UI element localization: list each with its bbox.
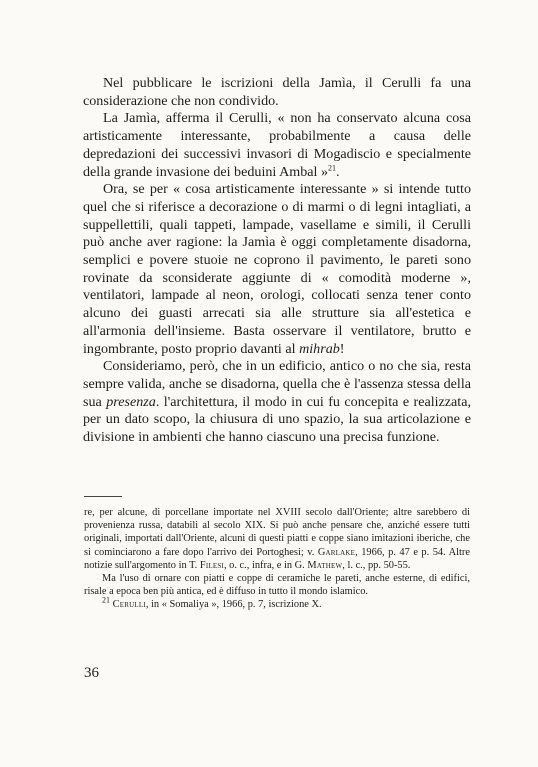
- footnote-continuation: [84, 506, 470, 572]
- paragraph-4-end: . l'architettura, il modo in cui fu concepita e realizzata, per un dato scopo, la chiusura di uno spazio, la sua articolazione e divisione in ambienti che hanno ciascuno una precisa funzione.: [83, 393, 472, 446]
- footnote-cont-text-a: re, per alcune, di porcellane importate nel XVIII secolo dall'Oriente; altre sarebbero di provenienza russa, databili al secolo XIX. Si può anche pensare che, anziché essere tutti originali, importati dall'Oriente, alcuni di questi piatti e coppe siano imitazioni iberiche, che si cominciarono a fare dopo l'arrivo dei Portoghesi; v.: [84, 507, 470, 558]
- footnote-cont-text-c: , o. c., infra, e in G.: [223, 559, 308, 571]
- paragraph-2: [83, 110, 471, 181]
- footnote-second-paragraph: Ma l'uso di ornare con piatti e coppe di ceramiche le pareti, anche esterne, di edifici, risale a epoca ben più antica, ed è diffuso in tutto il mondo islamico.: [84, 573, 470, 598]
- paragraph-4-italic: presenza: [106, 393, 156, 410]
- paragraph-3-text: Ora, se per « cosa artisticamente interessante » si intende tutto quel che si riferisce a decorazione o di marmi o di legni intagliati, a suppellettili, quali tappeti, lampade, vasellame e simili, il Cerulli può anche aver ragione: la Jamìa è oggi completamente disadorna, semplici e povere stuoie ne coprono il pavimento, le pareti sono rovinate da sconsiderate aggiunte di « comodità moderne », ventilatori, lampade al neon, orologi, collocati senza tener conto alcuno dei guasti arrecati sia alle strutture sia all'estetica e all'armonia dell'insieme. Basta osservare il ventilatore, brutto e ingombrante, posto proprio davanti al: [83, 181, 471, 357]
- paragraph-3-italic: mihrab: [299, 340, 340, 357]
- page-number: 36: [84, 665, 99, 681]
- paragraph-1: [83, 75, 471, 110]
- footnote-21: [84, 595, 470, 611]
- paragraph-3-end: !: [339, 340, 345, 357]
- footnote-author-mathew: Mathew: [307, 559, 343, 571]
- footnote-cont-text-d: , l. c., pp. 50-55.: [342, 559, 411, 571]
- footnote-21-number: 21: [102, 595, 110, 605]
- footnote-author-filesi: Filesi: [199, 559, 224, 571]
- footnote-author-cerulli: Cerulli: [112, 599, 146, 611]
- footnote-divider: [84, 496, 122, 497]
- footnote-cont-text-b: , 1966, p. 47 e p. 54. Altre notizie sull'argomento in T.: [84, 546, 470, 571]
- paragraph-4-text: Consideriamo, però, che in un edificio, antico o no che sia, resta sempre valida, anche se disadorna, quella che è l'assenza stessa della sua: [83, 358, 471, 410]
- paragraph-3: [83, 181, 471, 358]
- paragraph-2-end: .: [336, 163, 340, 180]
- paragraph-1-text: Nel pubblicare le iscrizioni della Jamìa, il Cerulli fa una considerazione che non condivido.: [83, 75, 471, 109]
- footnote-author-garlake: Garlake: [317, 546, 356, 558]
- main-text: [83, 75, 471, 447]
- footnotes: [84, 506, 470, 612]
- paragraph-2-text: La Jamìa, afferma il Cerulli, « non ha conservato alcuna cosa artisticamente interessante, probabilmente a causa delle depredazioni dei successivi invasori di Mogadiscio e specialmente della grande invasione dei beduini Ambal »: [83, 110, 471, 180]
- paragraph-4: [83, 358, 471, 447]
- footnote-ref-21[interactable]: 21: [328, 162, 337, 172]
- footnote-21-text: , in « Somaliya », 1966, p. 7, iscrizione X.: [145, 599, 322, 611]
